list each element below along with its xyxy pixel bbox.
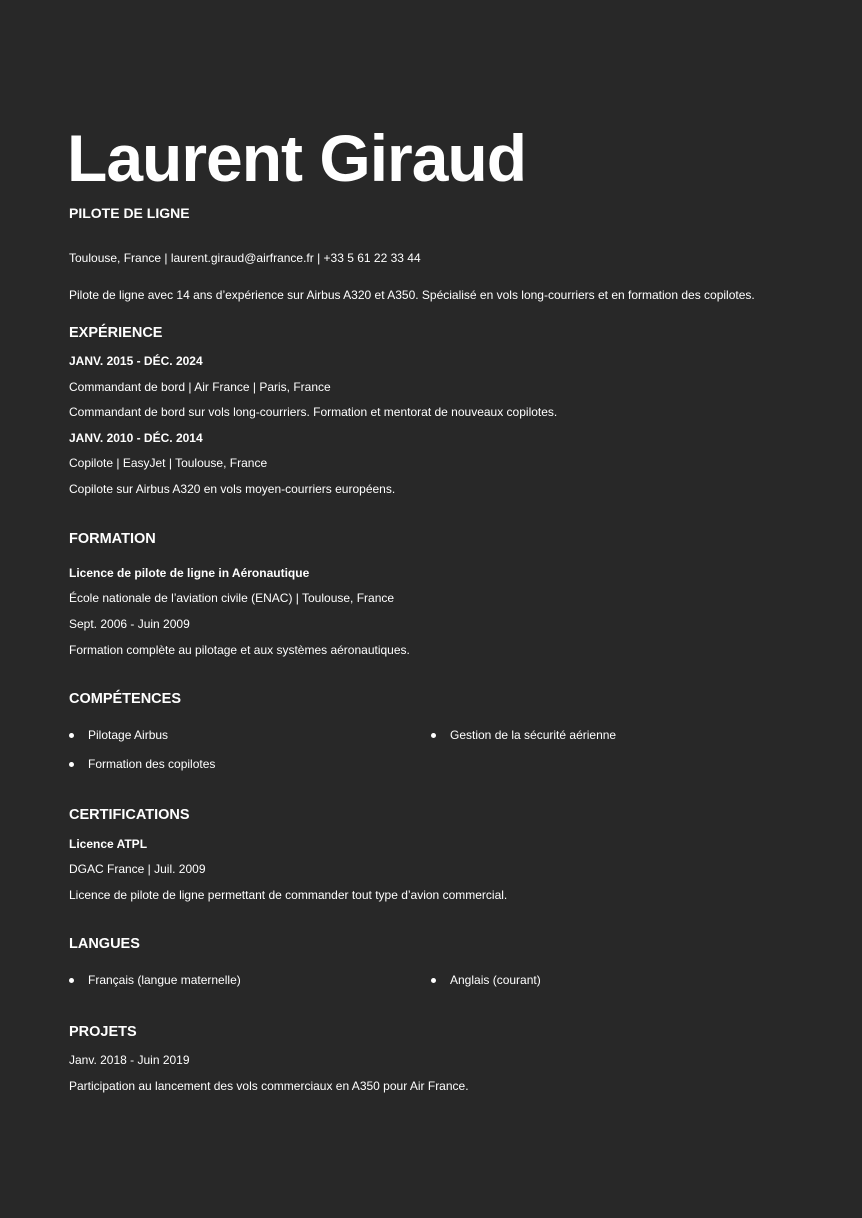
education-school: École nationale de l’aviation civile (ENAC) | Toulouse, France bbox=[69, 591, 395, 605]
education-degree: Licence de pilote de ligne in Aéronautique bbox=[69, 566, 310, 580]
job-title: PILOTE DE LIGNE bbox=[69, 205, 190, 221]
experience-dates: JANV. 2010 - DÉC. 2014 bbox=[69, 431, 203, 445]
bullet-icon bbox=[431, 978, 436, 983]
skill-label: Gestion de la sécurité aérienne bbox=[450, 728, 617, 742]
certification-description: Licence de pilote de ligne permettant de commander tout type d’avion commercial. bbox=[69, 888, 508, 902]
language-label: Français (langue maternelle) bbox=[88, 973, 241, 987]
profile-summary: Pilote de ligne avec 14 ans d’expérience sur Airbus A320 et A350. Spécialisé en vols long-courriers et en formation des copilotes. bbox=[69, 288, 755, 302]
certification-name: Licence ATPL bbox=[69, 837, 148, 851]
project-description: Participation au lancement des vols commerciaux en A350 pour Air France. bbox=[69, 1079, 469, 1093]
experience-description: Commandant de bord sur vols long-courriers. Formation et mentorat de nouveaux copilotes. bbox=[69, 405, 558, 419]
experience-heading: EXPÉRIENCE bbox=[69, 325, 163, 341]
languages-heading: LANGUES bbox=[69, 936, 140, 952]
bullet-icon bbox=[69, 762, 74, 767]
education-heading: FORMATION bbox=[69, 531, 156, 547]
experience-description: Copilote sur Airbus A320 en vols moyen-courriers européens. bbox=[69, 482, 396, 496]
certification-issuer: DGAC France | Juil. 2009 bbox=[69, 862, 206, 876]
certifications-heading: CERTIFICATIONS bbox=[69, 807, 190, 823]
experience-position: Commandant de bord | Air France | Paris, France bbox=[69, 380, 331, 394]
skill-label: Formation des copilotes bbox=[88, 757, 216, 771]
education-dates: Sept. 2006 - Juin 2009 bbox=[69, 617, 190, 631]
skills-heading: COMPÉTENCES bbox=[69, 691, 181, 707]
experience-dates: JANV. 2015 - DÉC. 2024 bbox=[69, 354, 203, 368]
candidate-name: Laurent Giraud bbox=[67, 121, 527, 195]
project-dates: Janv. 2018 - Juin 2019 bbox=[69, 1053, 190, 1067]
bullet-icon bbox=[431, 733, 436, 738]
experience-position: Copilote | EasyJet | Toulouse, France bbox=[69, 456, 268, 470]
language-label: Anglais (courant) bbox=[450, 973, 541, 987]
bullet-icon bbox=[69, 978, 74, 983]
skill-label: Pilotage Airbus bbox=[88, 728, 169, 742]
education-description: Formation complète au pilotage et aux systèmes aéronautiques. bbox=[69, 643, 410, 657]
projects-heading: PROJETS bbox=[69, 1024, 137, 1040]
bullet-icon bbox=[69, 733, 74, 738]
contact-info: Toulouse, France | laurent.giraud@airfrance.fr | +33 5 61 22 33 44 bbox=[69, 251, 421, 265]
